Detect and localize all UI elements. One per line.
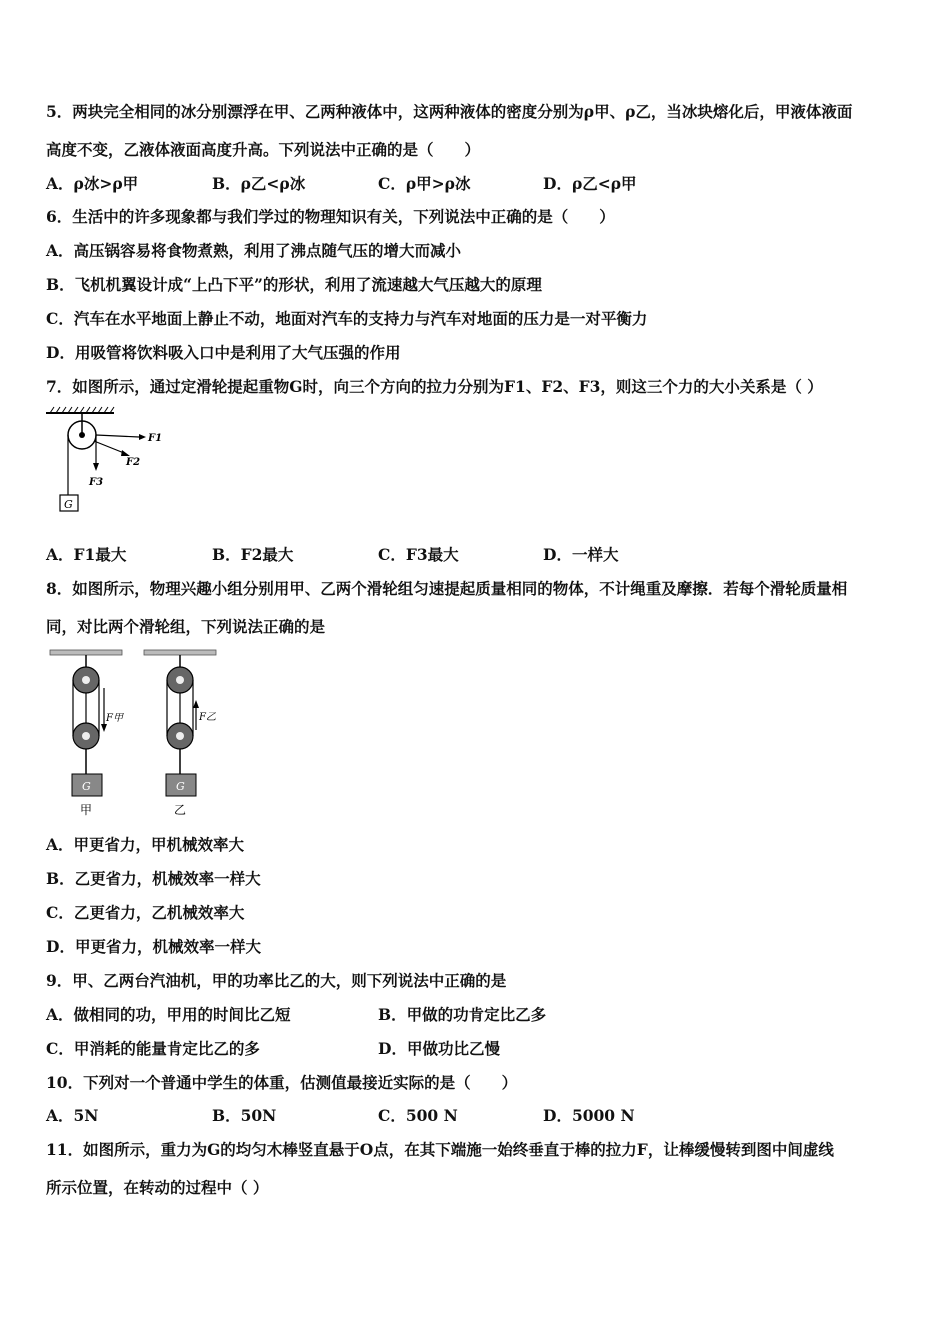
label-f2: F2 — [126, 457, 141, 468]
q8-stem-line1: 8．如图所示，物理兴趣小组分别用甲、乙两个滑轮组匀速提起质量相同的物体，不计绳重及摩擦．若每个滑轮质量相 — [46, 579, 848, 598]
q6-option-b[interactable]: B．飞机机翼设计成“上凸下平”的形状，利用了流速越大气压越大的原理 — [46, 275, 542, 294]
q5-option-d[interactable]: D．ρ乙<ρ甲 — [543, 174, 637, 193]
q8-stem-line2: 同，对比两个滑轮组，下列说法正确的是 — [46, 617, 326, 636]
q8-option-d[interactable]: D．甲更省力，机械效率一样大 — [46, 937, 261, 956]
q5-option-c[interactable]: C．ρ甲>ρ冰 — [378, 174, 471, 193]
pulley-axle — [79, 432, 85, 438]
q8-option-c[interactable]: C．乙更省力，乙机械效率大 — [46, 903, 245, 922]
weight-label-yi: G — [176, 780, 185, 793]
q9-option-d[interactable]: D．甲做功比乙慢 — [378, 1039, 500, 1058]
q5-stem-line2: 高度不变，乙液体液面高度升高。下列说法中正确的是（ ） — [46, 140, 481, 159]
pulley-system-jia — [50, 650, 124, 817]
q10-option-d[interactable]: D．5000 N — [543, 1106, 635, 1125]
label-jia: 甲 — [80, 803, 93, 817]
q7-option-d[interactable]: D．一样大 — [543, 545, 619, 564]
q6-option-a[interactable]: A．高压锅容易将食物煮熟，利用了沸点随气压的增大而减小 — [46, 241, 462, 260]
arrow-f1 — [96, 435, 139, 437]
arrow-f1-head — [139, 434, 146, 440]
q10-option-a[interactable]: A．5N — [46, 1106, 99, 1125]
q10-stem: 10．下列对一个普通中学生的体重，估测值最接近实际的是（ ） — [46, 1073, 518, 1092]
weight-label-jia: G — [82, 780, 91, 793]
q6-option-c[interactable]: C．汽车在水平地面上静止不动，地面对汽车的支持力与汽车对地面的压力是一对平衡力 — [46, 309, 648, 328]
arrow-f2-head — [121, 450, 130, 456]
q9-option-a[interactable]: A．做相同的功，甲用的时间比乙短 — [46, 1005, 291, 1024]
q9-option-c[interactable]: C．甲消耗的能量肯定比乙的多 — [46, 1039, 260, 1058]
q5-option-a[interactable]: A．ρ冰>ρ甲 — [46, 174, 139, 193]
weight-label: G — [64, 498, 73, 511]
pulley-system-yi — [144, 650, 216, 817]
q7-option-c[interactable]: C．F3最大 — [378, 545, 459, 564]
q6-option-d[interactable]: D．用吸管将饮料吸入口中是利用了大气压强的作用 — [46, 343, 401, 362]
q8-option-b[interactable]: B．乙更省力，机械效率一样大 — [46, 869, 261, 888]
label-f1: F1 — [148, 433, 163, 444]
q7-stem: 7．如图所示，通过定滑轮提起重物G时，向三个方向的拉力分别为F1、F2、F3，则这三个力的大小关系是（ ） — [46, 377, 823, 396]
q11-stem-line1: 11．如图所示，重力为G的均匀木棒竖直悬于O点，在其下端施一始终垂直于棒的拉力F，让棒缓慢转到图中间虚线 — [46, 1140, 834, 1159]
q7-option-b[interactable]: B．F2最大 — [212, 545, 294, 564]
q9-option-b[interactable]: B．甲做的功肯定比乙多 — [378, 1005, 547, 1024]
q5-stem-line1: 5．两块完全相同的冰分别漂浮在甲、乙两种液体中，这两种液体的密度分别为ρ甲、ρ乙，当冰块熔化后，甲液体液面 — [46, 102, 853, 121]
label-f3: F3 — [89, 477, 104, 488]
label-f-yi: F乙 — [199, 712, 216, 723]
q7-fixed-pulley-figure — [44, 405, 174, 520]
q9-stem: 9．甲、乙两台汽油机，甲的功率比乙的大，则下列说法中正确的是 — [46, 971, 507, 990]
label-yi: 乙 — [174, 803, 187, 817]
q10-option-b[interactable]: B．50N — [212, 1106, 277, 1125]
label-f-jia: F甲 — [106, 713, 123, 724]
q6-stem: 6．生活中的许多现象都与我们学过的物理知识有关，下列说法中正确的是（ ） — [46, 207, 615, 226]
q8-pulley-systems-figure — [44, 648, 229, 818]
q8-option-a[interactable]: A．甲更省力，甲机械效率大 — [46, 835, 245, 854]
q11-stem-line2: 所示位置，在转动的过程中（ ） — [46, 1178, 269, 1197]
q5-option-b[interactable]: B．ρ乙<ρ冰 — [212, 174, 306, 193]
q10-option-c[interactable]: C．500 N — [378, 1106, 458, 1125]
q7-option-a[interactable]: A．F1最大 — [46, 545, 127, 564]
arrow-f2 — [94, 441, 124, 453]
arrow-f3-head — [93, 463, 99, 471]
